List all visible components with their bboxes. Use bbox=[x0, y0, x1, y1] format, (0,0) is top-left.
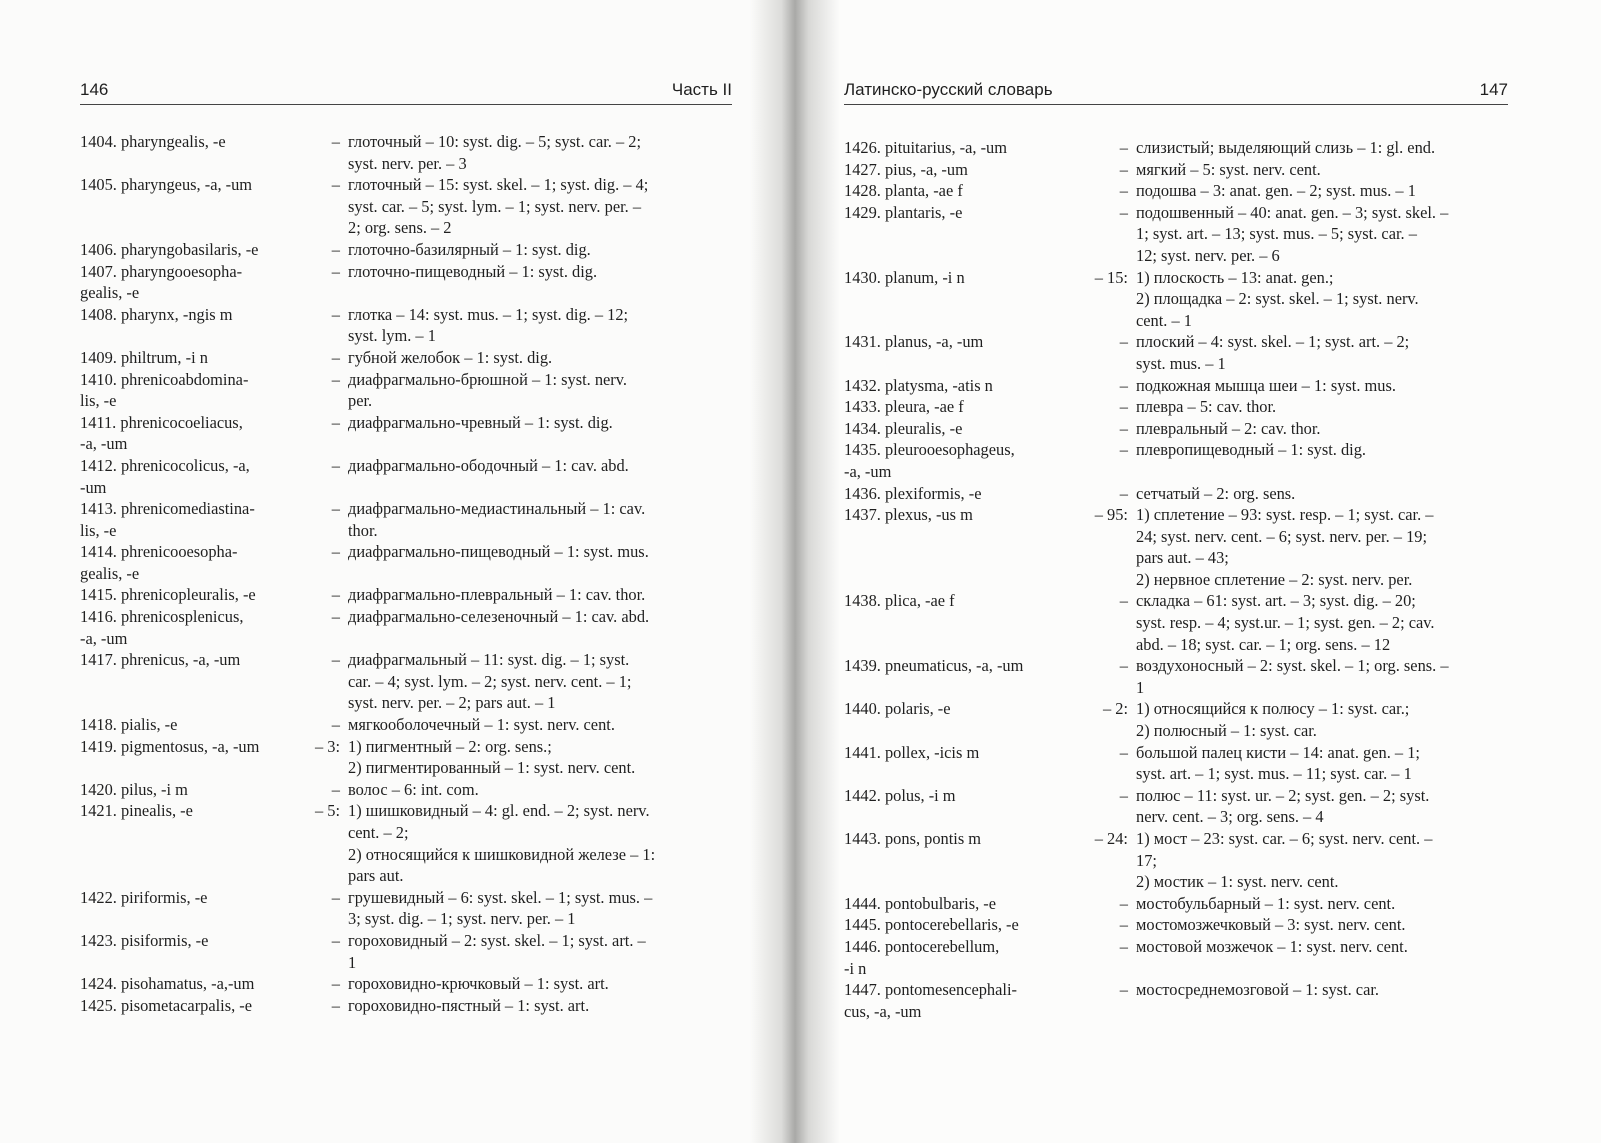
entry-dash bbox=[1066, 828, 1136, 893]
entry-definition: складка – 61: syst. art. – 3; syst. dig. – 20; syst. resp. – 4; syst.ur. – 1; syst. gen. – 2; cav. abd. – 18; syst. car. – 1; org. sens. – 12 bbox=[1136, 591, 1435, 654]
entry-dash bbox=[1066, 936, 1136, 979]
entry-dash-text: – bbox=[1119, 138, 1128, 157]
entry-definition: глоточно-базилярный – 1: syst. dig. bbox=[348, 239, 591, 259]
dictionary-entry bbox=[844, 698, 1512, 741]
entry-term: 1429. plantaris, -e bbox=[844, 202, 963, 222]
entry-term: 1426. pituitarius, -a, -um bbox=[844, 138, 1007, 157]
entry-dash bbox=[1066, 698, 1136, 741]
entry-dash bbox=[298, 455, 348, 498]
entry-dash-text: – bbox=[331, 132, 340, 151]
entry-term: 1406. pharyngobasilaris, -e bbox=[80, 239, 259, 259]
entry-dash-text: – bbox=[331, 304, 340, 324]
entry-dash bbox=[1066, 979, 1136, 1022]
entry-dash bbox=[1066, 483, 1136, 505]
dictionary-entry bbox=[80, 412, 736, 455]
entry-dash-text: – bbox=[331, 887, 340, 907]
entry-dash bbox=[1066, 504, 1136, 590]
entry-dash-text: – bbox=[1119, 980, 1128, 1000]
entry-dash-text: – bbox=[331, 175, 340, 195]
entry-term: 1409. philtrum, -i n bbox=[80, 347, 208, 367]
dictionary-entries-right bbox=[844, 137, 1512, 1022]
dictionary-entry bbox=[80, 304, 736, 347]
entry-dash-text: – bbox=[331, 412, 340, 432]
entry-definition: диафрагмально-пищеводный – 1: syst. mus. bbox=[348, 542, 649, 562]
entry-term: 1410. phrenicoabdomina- lis, -e bbox=[80, 369, 249, 411]
entry-dash-text: – bbox=[331, 779, 340, 799]
entry-definition: волос – 6: int. com. bbox=[348, 779, 479, 799]
entry-dash-text: – bbox=[1119, 202, 1128, 222]
page-number: 147 bbox=[1479, 80, 1508, 99]
dictionary-entry bbox=[844, 979, 1512, 1022]
entry-definition: плевропищеводный – 1: syst. dig. bbox=[1136, 440, 1367, 460]
entry-definition: плевральный – 2: cav. thor. bbox=[1136, 418, 1321, 438]
entry-dash-text: – bbox=[331, 930, 340, 950]
dictionary-entry bbox=[80, 779, 736, 801]
entry-term: 1425. pisometacarpalis, -e bbox=[80, 995, 253, 1015]
entry-definition: мостобульбарный – 1: syst. nerv. cent. bbox=[1136, 893, 1396, 913]
entry-definition: глоточный – 10: syst. dig. – 5; syst. car. – 2; syst. nerv. per. – 3 bbox=[348, 132, 642, 173]
entry-dash-text: – bbox=[331, 499, 340, 519]
dictionary-entry bbox=[80, 714, 736, 736]
entry-dash-text: – bbox=[331, 995, 340, 1015]
dictionary-entry bbox=[844, 396, 1512, 418]
entry-dash-text: – 2: bbox=[1102, 699, 1128, 719]
entry-definition: подошвенный – 40: anat. gen. – 3; syst. skel. – 1; syst. art. – 13; syst. mus. – 5; syst. car. – 12; syst. nerv. per. – 6 bbox=[1136, 202, 1449, 265]
dictionary-entry bbox=[844, 331, 1512, 374]
dictionary-entry bbox=[80, 174, 736, 239]
right-page bbox=[790, 0, 1601, 1143]
entry-term: 1435. pleurooesophageus, -a, -um bbox=[844, 440, 1015, 481]
entry-dash bbox=[298, 649, 348, 714]
entry-term: 1434. pleuralis, -e bbox=[844, 418, 963, 438]
entry-dash-text: – bbox=[331, 585, 340, 605]
dictionary-entries-left bbox=[80, 131, 736, 1016]
right-page-header bbox=[844, 78, 1508, 105]
entry-term: 1447. pontomesencephali- cus, -a, -um bbox=[844, 980, 1017, 1021]
entry-term: 1432. platysma, -atis n bbox=[844, 375, 993, 395]
entry-definition: плевра – 5: cav. thor. bbox=[1136, 397, 1277, 417]
entry-dash-text: – bbox=[331, 369, 340, 389]
entry-dash-text: – bbox=[1119, 656, 1128, 676]
entry-definition: мягкий – 5: syst. nerv. cent. bbox=[1136, 159, 1321, 179]
entry-definition: глоточно-пищеводный – 1: syst. dig. bbox=[348, 261, 598, 281]
entry-dash-text: – bbox=[331, 239, 340, 259]
entry-dash-text: – bbox=[1119, 332, 1128, 352]
left-page-header bbox=[80, 78, 732, 105]
entry-dash bbox=[1066, 331, 1136, 374]
entry-definition: 1) мост – 23: syst. car. – 6; syst. nerv. cent. – 17; 2) мостик – 1: syst. nerv. cent. bbox=[1136, 829, 1433, 892]
entry-dash bbox=[1066, 418, 1136, 440]
entry-term: 1443. pons, pontis m bbox=[844, 829, 982, 848]
entry-definition: большой палец кисти – 14: anat. gen. – 1; syst. art. – 1; syst. mus. – 11; syst. car. – 1 bbox=[1136, 742, 1420, 784]
entry-definition: полюс – 11: syst. ur. – 2; syst. gen. – 2; syst. nerv. cent. – 3; org. sens. – 4 bbox=[1136, 785, 1430, 827]
entry-term: 1421. pinealis, -e bbox=[80, 801, 193, 821]
entry-dash-text: – bbox=[331, 542, 340, 562]
dictionary-entry bbox=[80, 541, 736, 584]
entry-term: 1417. phrenicus, -a, -um bbox=[80, 650, 241, 670]
entry-dash-text: – 15: bbox=[1094, 267, 1128, 287]
entry-dash-text: – 95: bbox=[1094, 505, 1128, 525]
entry-dash-text: – bbox=[331, 347, 340, 367]
entry-dash bbox=[298, 261, 348, 304]
entry-dash bbox=[1066, 267, 1136, 332]
dictionary-entry bbox=[844, 375, 1512, 397]
entry-definition: диафрагмально-селезеночный – 1: cav. abd. bbox=[348, 607, 650, 627]
entry-term: 1438. plica, -ae f bbox=[844, 591, 955, 611]
entry-dash bbox=[298, 498, 348, 541]
entry-term: 1414. phrenicooesopha- gealis, -e bbox=[80, 542, 238, 583]
entry-definition: мягкооболочечный – 1: syst. nerv. cent. bbox=[348, 715, 615, 735]
entry-definition: диафрагмально-ободочный – 1: cav. abd. bbox=[348, 455, 629, 475]
entry-dash-text: – bbox=[331, 455, 340, 475]
entry-term: 1419. pigmentosus, -a, -um bbox=[80, 736, 260, 756]
entry-dash bbox=[1066, 202, 1136, 267]
entry-definition: 1) пигментный – 2: org. sens.; 2) пигментированный – 1: syst. nerv. cent. bbox=[348, 736, 636, 778]
entry-dash-text: – bbox=[1119, 159, 1128, 179]
entry-term: 1440. polaris, -e bbox=[844, 699, 951, 719]
dictionary-entry bbox=[80, 736, 736, 779]
entry-term: 1442. polus, -i m bbox=[844, 785, 956, 805]
dictionary-entry bbox=[80, 606, 736, 649]
entry-term: 1420. pilus, -i m bbox=[80, 779, 188, 799]
entry-dash bbox=[298, 714, 348, 736]
entry-term: 1404. pharyngealis, -e bbox=[80, 132, 226, 151]
entry-definition: 1) относящийся к полюсу – 1: syst. car.; 2) полюсный – 1: syst. car. bbox=[1136, 699, 1410, 741]
entry-dash bbox=[298, 174, 348, 239]
entry-dash-text: – bbox=[1119, 483, 1128, 503]
entry-definition: диафрагмальный – 11: syst. dig. – 1; syst. car. – 4; syst. lym. – 2; syst. nerv. cent. – 1; syst. nerv. per. – 2; pars aut. – 1 bbox=[348, 650, 632, 713]
entry-dash-text: – bbox=[1119, 591, 1128, 611]
dictionary-entry bbox=[80, 347, 736, 369]
dictionary-entry bbox=[80, 800, 736, 886]
entry-definition: сетчатый – 2: org. sens. bbox=[1136, 483, 1296, 503]
entry-dash-text: – bbox=[1119, 915, 1128, 935]
dictionary-entry bbox=[80, 239, 736, 261]
entry-term: 1430. planum, -i n bbox=[844, 267, 965, 287]
dictionary-entry bbox=[844, 202, 1512, 267]
dictionary-entry bbox=[844, 655, 1512, 698]
dictionary-entry bbox=[80, 649, 736, 714]
entry-dash bbox=[298, 973, 348, 995]
dictionary-entry bbox=[80, 131, 736, 174]
entry-term: 1437. plexus, -us m bbox=[844, 505, 973, 525]
dictionary-entry bbox=[844, 504, 1512, 590]
entry-dash bbox=[298, 736, 348, 779]
entry-dash bbox=[298, 779, 348, 801]
entry-definition: воздухоносный – 2: syst. skel. – 1; org. sens. – 1 bbox=[1136, 656, 1449, 697]
entry-dash bbox=[298, 239, 348, 261]
dictionary-entry bbox=[844, 267, 1512, 332]
entry-dash bbox=[1066, 655, 1136, 698]
entry-dash-text: – bbox=[1119, 742, 1128, 762]
entry-dash-text: – bbox=[1119, 893, 1128, 913]
entry-dash bbox=[1066, 893, 1136, 915]
entry-definition: 1) сплетение – 93: syst. resp. – 1; syst. car. – 24; syst. nerv. cent. – 6; syst. nerv. per. – 19; pars aut. – 43; 2) нервное сплетение – 2: syst. nerv. per. bbox=[1136, 505, 1434, 589]
dictionary-entry bbox=[80, 498, 736, 541]
entry-dash bbox=[298, 584, 348, 606]
entry-definition: грушевидный – 6: syst. skel. – 1; syst. mus. – 3; syst. dig. – 1; syst. nerv. per. – 1 bbox=[348, 887, 653, 929]
entry-dash-text: – bbox=[331, 607, 340, 627]
page-number: 146 bbox=[80, 80, 109, 99]
entry-dash bbox=[298, 347, 348, 369]
dictionary-entry bbox=[844, 483, 1512, 505]
entry-term: 1433. pleura, -ae f bbox=[844, 397, 964, 417]
entry-dash-text: – bbox=[1119, 418, 1128, 438]
entry-dash bbox=[298, 412, 348, 455]
entry-term: 1416. phrenicosplenicus, -a, -um bbox=[80, 607, 244, 648]
entry-dash bbox=[1066, 914, 1136, 936]
dictionary-entry bbox=[80, 261, 736, 304]
entry-term: 1445. pontocerebellaris, -e bbox=[844, 915, 1019, 935]
section-title: Часть II bbox=[671, 80, 732, 99]
dictionary-entry bbox=[844, 180, 1512, 202]
entry-dash-text: – bbox=[1119, 181, 1128, 201]
entry-term: 1407. pharyngooesopha- gealis, -e bbox=[80, 261, 243, 303]
dictionary-entry bbox=[80, 369, 736, 412]
entry-dash bbox=[1066, 742, 1136, 785]
entry-dash-text: – bbox=[1119, 440, 1128, 460]
entry-dash-text: – bbox=[331, 974, 340, 994]
entry-dash bbox=[298, 369, 348, 412]
dictionary-entry bbox=[844, 742, 1512, 785]
entry-dash-text: – bbox=[331, 261, 340, 281]
dictionary-entry bbox=[80, 584, 736, 606]
dictionary-entry bbox=[844, 439, 1512, 482]
entry-dash bbox=[298, 304, 348, 347]
entry-dash bbox=[298, 995, 348, 1017]
entry-term: 1446. pontocerebellum, -i n bbox=[844, 936, 1000, 978]
entry-term: 1444. pontobulbaris, -e bbox=[844, 893, 997, 913]
entry-dash-text: – bbox=[1119, 936, 1128, 956]
entry-dash bbox=[1066, 439, 1136, 482]
entry-dash-text: – bbox=[1119, 397, 1128, 417]
dictionary-entry bbox=[844, 785, 1512, 828]
dictionary-entry bbox=[844, 159, 1512, 181]
dictionary-entry bbox=[844, 914, 1512, 936]
entry-term: 1423. pisiformis, -e bbox=[80, 930, 209, 950]
entry-term: 1412. phrenicocolicus, -a, -um bbox=[80, 455, 250, 497]
entry-dash-text: – 5: bbox=[314, 801, 340, 821]
dictionary-entry bbox=[844, 936, 1512, 979]
entry-definition: мостовой мозжечок – 1: syst. nerv. cent. bbox=[1136, 936, 1408, 956]
dictionary-entry bbox=[80, 455, 736, 498]
entry-term: 1413. phrenicomediastina- lis, -e bbox=[80, 499, 255, 540]
entry-dash bbox=[298, 930, 348, 973]
book-gutter bbox=[750, 0, 840, 1143]
entry-definition: подошва – 3: anat. gen. – 2; syst. mus. – 1 bbox=[1136, 181, 1416, 201]
dictionary-entry bbox=[844, 418, 1512, 440]
entry-term: 1415. phrenicopleuralis, -e bbox=[80, 585, 256, 605]
entry-term: 1428. planta, -ae f bbox=[844, 181, 963, 201]
entry-definition: слизистый; выделяющий слизь – 1: gl. end. bbox=[1136, 138, 1436, 157]
dictionary-entry bbox=[80, 995, 736, 1017]
dictionary-entry bbox=[80, 887, 736, 930]
entry-dash bbox=[1066, 590, 1136, 655]
dictionary-entry bbox=[844, 590, 1512, 655]
entry-definition: 1) плоскость – 13: anat. gen.; 2) площадка – 2: syst. skel. – 1; syst. nerv. cent. – 1 bbox=[1136, 267, 1419, 330]
entry-term: 1441. pollex, -icis m bbox=[844, 742, 980, 762]
entry-definition: подкожная мышца шеи – 1: syst. mus. bbox=[1136, 375, 1396, 395]
left-page bbox=[0, 0, 790, 1143]
section-title: Латинско-русский словарь bbox=[844, 80, 1053, 99]
entry-definition: мостомозжечковый – 3: syst. nerv. cent. bbox=[1136, 915, 1406, 935]
entry-term: 1411. phrenicocoeliacus, -a, -um bbox=[80, 412, 243, 454]
entry-definition: глоточный – 15: syst. skel. – 1; syst. dig. – 4; syst. car. – 5; syst. lym. – 1; syst. nerv. per. – 2; org. sens. – 2 bbox=[348, 175, 649, 238]
entry-dash bbox=[298, 800, 348, 886]
entry-dash-text: – bbox=[331, 715, 340, 735]
entry-definition: диафрагмально-медиастинальный – 1: cav. thor. bbox=[348, 499, 646, 540]
entry-dash bbox=[1066, 137, 1136, 159]
entry-dash bbox=[1066, 375, 1136, 397]
entry-definition: гороховидно-пястный – 1: syst. art. bbox=[348, 995, 590, 1015]
dictionary-entry bbox=[80, 930, 736, 973]
entry-definition: диафрагмально-плевральный – 1: cav. thor. bbox=[348, 585, 646, 605]
entry-term: 1408. pharynx, -ngis m bbox=[80, 304, 233, 324]
dictionary-entry bbox=[844, 893, 1512, 915]
entry-dash bbox=[1066, 180, 1136, 202]
entry-definition: глотка – 14: syst. mus. – 1; syst. dig. – 12; syst. lym. – 1 bbox=[348, 304, 629, 346]
entry-term: 1418. pialis, -e bbox=[80, 715, 178, 735]
entry-term: 1431. planus, -a, -um bbox=[844, 332, 984, 352]
entry-dash-text: – bbox=[1119, 375, 1128, 395]
entry-definition: диафрагмально-брюшной – 1: syst. nerv. per. bbox=[348, 369, 627, 411]
entry-term: 1427. pius, -a, -um bbox=[844, 159, 968, 179]
entry-term: 1422. piriformis, -e bbox=[80, 887, 208, 907]
entry-definition: мостосреднемозговой – 1: syst. car. bbox=[1136, 980, 1380, 1000]
entry-term: 1439. pneumaticus, -a, -um bbox=[844, 656, 1024, 676]
entry-definition: гороховидно-крючковый – 1: syst. art. bbox=[348, 974, 609, 994]
dictionary-entry bbox=[844, 137, 1512, 159]
entry-definition: гороховидный – 2: syst. skel. – 1; syst. art. – 1 bbox=[348, 930, 646, 972]
dictionary-entry bbox=[844, 828, 1512, 893]
dictionary-entry bbox=[80, 973, 736, 995]
entry-dash bbox=[298, 606, 348, 649]
entry-dash bbox=[298, 131, 348, 174]
entry-definition: диафрагмально-чревный – 1: syst. dig. bbox=[348, 412, 613, 432]
entry-dash-text: – 3: bbox=[314, 736, 340, 756]
entry-dash bbox=[1066, 396, 1136, 418]
entry-definition: губной желобок – 1: syst. dig. bbox=[348, 347, 553, 367]
entry-dash bbox=[298, 887, 348, 930]
entry-dash-text: – bbox=[331, 650, 340, 670]
entry-term: 1405. pharyngeus, -a, -um bbox=[80, 175, 253, 195]
entry-dash-text: – 24: bbox=[1094, 829, 1128, 848]
entry-dash bbox=[298, 541, 348, 584]
entry-dash bbox=[1066, 785, 1136, 828]
entry-definition: 1) шишковидный – 4: gl. end. – 2; syst. nerv. cent. – 2; 2) относящийся к шишковидной железе – 1: pars aut. bbox=[348, 801, 656, 886]
entry-dash bbox=[1066, 159, 1136, 181]
entry-term: 1436. plexiformis, -e bbox=[844, 483, 982, 503]
entry-definition: плоский – 4: syst. skel. – 1; syst. art. – 2; syst. mus. – 1 bbox=[1136, 332, 1410, 373]
entry-dash-text: – bbox=[1119, 785, 1128, 805]
entry-term: 1424. pisohamatus, -a,-um bbox=[80, 974, 255, 994]
